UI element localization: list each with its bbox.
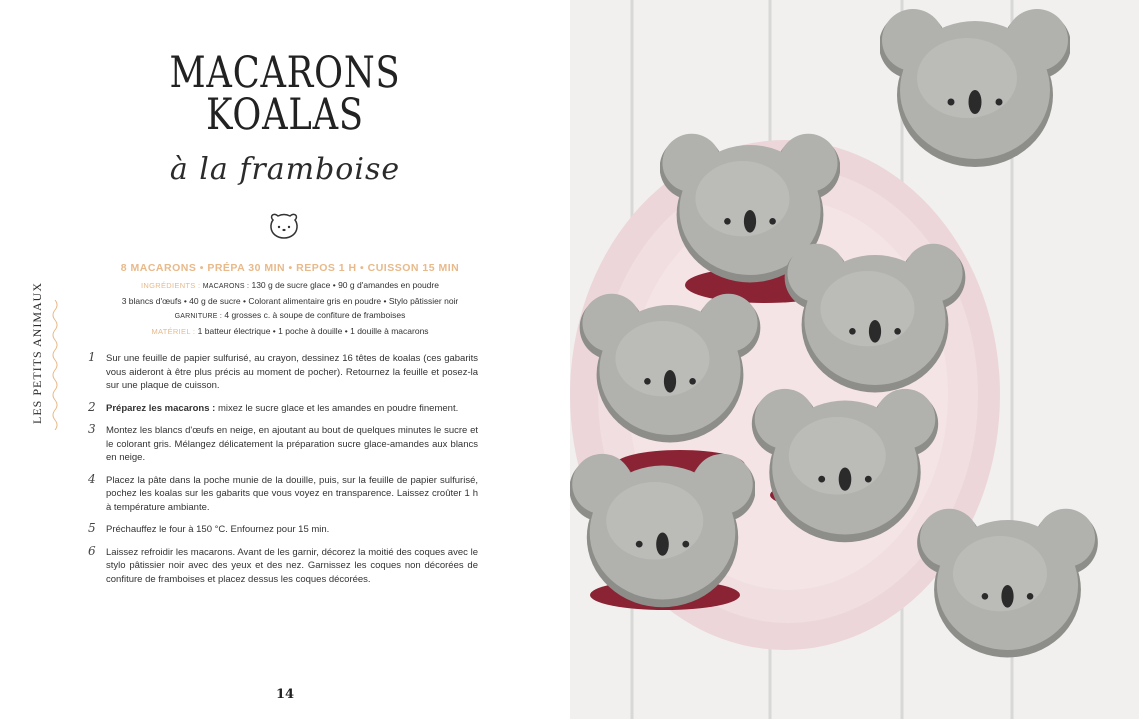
recipe-subtitle: à la framboise: [169, 152, 401, 187]
squiggle-decoration-icon: [50, 300, 60, 430]
recipe-title: MACARONS KOALAS: [169, 48, 401, 140]
section-label: LES PETITS ANIMAUX: [30, 281, 44, 424]
ingredients-block: INGRÉDIENTS : MACARONS : 130 g de sucre glace • 90 g d'amandes en poudre 3 blancs d'œufs • 40 g de sucre • Colorant alimentaire gris en poudre • Stylo pâtissier noir GARNITURE : 4 grosses c. à soupe de confiture de framboises MATÉRIEL : 1 batteur électrique • 1 poche à douille • 1 douille à macarons: [121, 280, 459, 336]
step-item: 5 Préchauffez le four à 150 °C. Enfournez pour 15 min.: [88, 521, 330, 535]
step-item: 6 Laissez refroidir les macarons. Avant de les garnir, décorez la moitié des coques avec le stylo pâtissier noir avec des yeux et des nez. Garnissez les coques non décorées de confiture de framboises et placez dessus les coques décorées.: [88, 543, 478, 585]
photo-page: [570, 0, 1139, 719]
page-number: 14: [276, 687, 295, 702]
step-item: 4 Placez la pâte dans la poche munie de la douille, puis, sur la feuille de papier sulfurisé, pochez les koalas sur les gabarits que vous voyez en transparence. Laissez croûter 1 h à température ambiante.: [88, 471, 478, 513]
macarons-photo: [570, 0, 1139, 719]
recipe-steps: [88, 352, 478, 595]
step-item: 2 Préparez les macarons : mixez le sucre glace et les amandes en poudre finement.: [88, 399, 459, 414]
koala-face-icon: [265, 211, 303, 241]
recipe-meta: 8 MACARONS • PRÉPA 30 MIN • REPOS 1 H • CUISSON 15 MIN: [120, 262, 460, 274]
step-item: 1 Sur une feuille de papier sulfurisé, au crayon, dessinez 16 têtes de koalas (ces gabarits vous aideront à être plus précis au moment de pocher). Retournez la feuille et posez-la sur une plaque de cuisson.: [88, 350, 478, 391]
step-item: 3 Montez les blancs d'œufs en neige, en ajoutant au bout de quelques minutes le sucre et le colorant gris. Mélangez délicatement la préparation sucre glace-amandes aux blancs en neige.: [88, 422, 478, 463]
